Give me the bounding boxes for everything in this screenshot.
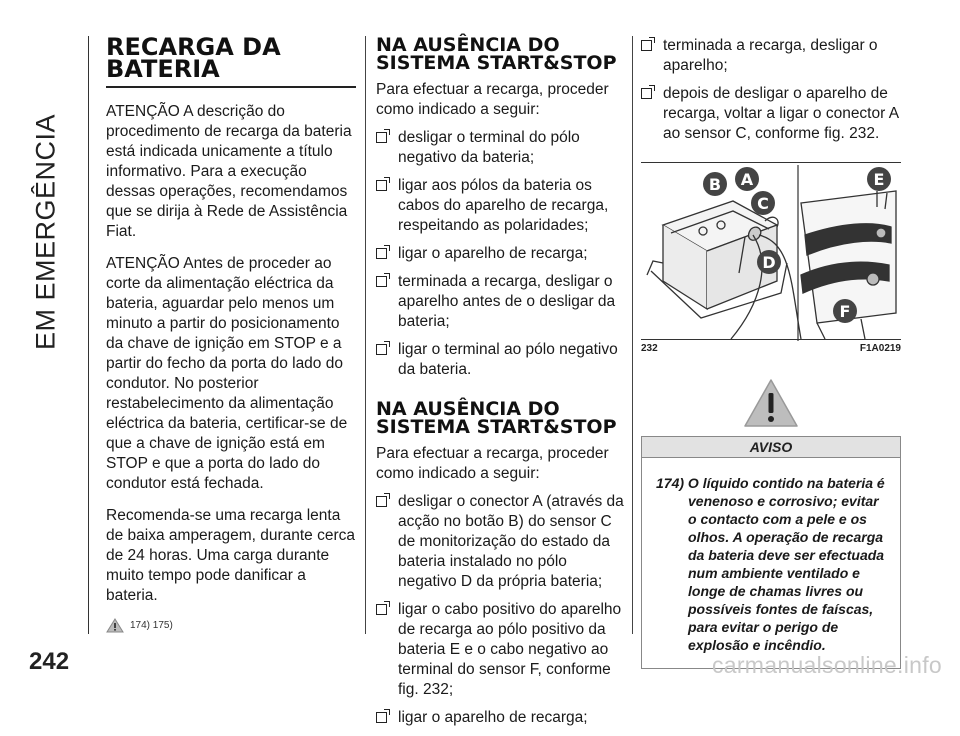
warning-title: AVISO <box>641 436 901 458</box>
warning-triangle-icon <box>743 378 799 428</box>
section-title-with-start-stop <box>376 400 624 436</box>
figure-label-f <box>833 299 857 323</box>
svg-text:C: C <box>757 194 769 213</box>
svg-text:E: E <box>873 170 885 189</box>
side-tab <box>0 0 88 686</box>
svg-text:B: B <box>708 175 722 194</box>
section-title-without-start-stop <box>376 36 624 72</box>
title-line-2: SISTEMA START&STOP <box>376 416 617 438</box>
list-item-text: depois de desligar o aparelho de recarga, voltar a ligar o conector A ao sensor C, conforme fig. 232. <box>663 85 899 142</box>
warning-text: 174) O líquido contido na bateria é venenoso e corrosivo; evitar o contacto com a pele e os olhos. A operação de recarga da bateria deve ser efectuada num ambiente ventilado e longe de chamas livres ou possíveis fontes de faíscas, para evitar o perigo de explosão e incêndio. <box>656 475 885 653</box>
list-item <box>376 244 624 264</box>
list-item <box>641 84 901 144</box>
list-item-text: ligar aos pólos da bateria os cabos do aparelho de recarga, respeitando as polaridades; <box>398 177 609 234</box>
svg-text:D: D <box>762 253 776 272</box>
figure-code: F1A0219 <box>859 343 901 354</box>
checkbox-bullet-icon <box>376 712 387 723</box>
battery-illustration <box>641 163 901 341</box>
warning-box <box>641 378 901 669</box>
title-line-1: NA AUSÊNCIA DO <box>376 34 560 56</box>
list-item-text: ligar o aparelho de recarga; <box>398 245 588 262</box>
checkbox-bullet-icon <box>376 180 387 191</box>
checkbox-bullet-icon <box>376 276 387 287</box>
checkbox-bullet-icon <box>376 604 387 615</box>
figure-label-e <box>867 167 891 191</box>
paragraph-attention-2: ATENÇÃO Antes de proceder ao corte da alimentação eléctrica da bateria, aguardar pelo menos um minuto a partir do posicionamento da chave de ignição em STOP e a partir do fecho da porta do lado do condutor. No posterior restabelecimento da alimentação eléctrica da bateria, certificar-se de que a chave de ignição está em STOP e que a porta do lado do condutor está fechada. <box>106 255 348 492</box>
side-divider <box>88 36 89 634</box>
figure-label-a <box>735 167 759 191</box>
column-battery-charge <box>106 33 356 633</box>
figure-caption <box>641 343 901 354</box>
title-line-2: SISTEMA START&STOP <box>376 52 617 74</box>
list-item <box>376 600 624 700</box>
checkbox-bullet-icon <box>376 344 387 355</box>
list-item <box>376 340 624 380</box>
list-item-text: terminada a recarga, desligar o aparelho antes de o desligar da bateria; <box>398 273 616 330</box>
svg-text:F: F <box>839 302 851 321</box>
title-line-2: BATERIA <box>106 55 220 83</box>
title-line-1: RECARGA DA <box>106 33 281 61</box>
checkbox-bullet-icon <box>641 40 652 51</box>
list-item <box>641 36 901 76</box>
checkbox-bullet-icon <box>376 132 387 143</box>
list-item-text: ligar o aparelho de recarga; <box>398 709 588 726</box>
figure-label-b <box>703 172 727 196</box>
figure-label-c <box>751 191 775 215</box>
list-item <box>376 272 624 332</box>
list-item-text: terminada a recarga, desligar o aparelho; <box>663 37 878 74</box>
column-divider-2 <box>632 36 633 634</box>
reference-numbers: 174) 175) <box>130 620 173 631</box>
list-item <box>376 708 624 728</box>
warning-references <box>106 618 356 633</box>
paragraph-recommendation: Recomenda-se uma recarga lenta de baixa amperagem, durante cerca de 24 horas. Uma carga durante muito tempo pode danificar a bateria. <box>106 507 356 604</box>
chapter-title: EM EMERGÊNCIA <box>30 113 61 351</box>
watermark: carmanualsonline.info <box>711 652 942 678</box>
intro-text: Para efectuar a recarga, proceder como indicado a seguir: <box>376 445 609 482</box>
title-line-1: NA AUSÊNCIA DO <box>376 398 560 420</box>
paragraph-attention-1: ATENÇÃO A descrição do procedimento de recarga da bateria está indicada unicamente a título informativo. Para a execução dessas operações, recomendamos que se dirija à Rede de Assistência Fiat. <box>106 103 352 240</box>
list-item-text: desligar o terminal do pólo negativo da bateria; <box>398 129 580 166</box>
column-divider-1 <box>365 36 366 634</box>
warning-triangle-small-icon <box>106 618 124 633</box>
list-item <box>376 176 624 236</box>
list-item-text: ligar o cabo positivo do aparelho de recarga ao pólo positivo da bateria E e o cabo negativo ao terminal do sensor F, conforme fig. 232; <box>398 601 622 698</box>
list-item-text: desligar o conector A (através da acção no botão B) do sensor C de monitorização do estado da bateria instalado no pólo negativo D da própria bateria; <box>398 493 624 590</box>
checkbox-bullet-icon <box>376 248 387 259</box>
figure-number: 232 <box>641 343 658 354</box>
intro-text: Para efectuar a recarga, proceder como indicado a seguir: <box>376 81 609 118</box>
checkbox-bullet-icon <box>641 88 652 99</box>
figure-label-d <box>757 250 781 274</box>
checkbox-bullet-icon <box>376 496 387 507</box>
svg-text:A: A <box>740 170 754 189</box>
warning-body <box>641 458 901 669</box>
page-number: 242 <box>29 648 70 675</box>
list-item <box>376 128 624 168</box>
section-title-battery-charge <box>106 33 356 88</box>
list-item <box>376 492 624 592</box>
column-figure-warning <box>641 36 901 669</box>
list-item-text: ligar o terminal ao pólo negativo da bateria. <box>398 341 618 378</box>
column-charging-steps <box>376 36 624 736</box>
battery-figure <box>641 162 901 340</box>
